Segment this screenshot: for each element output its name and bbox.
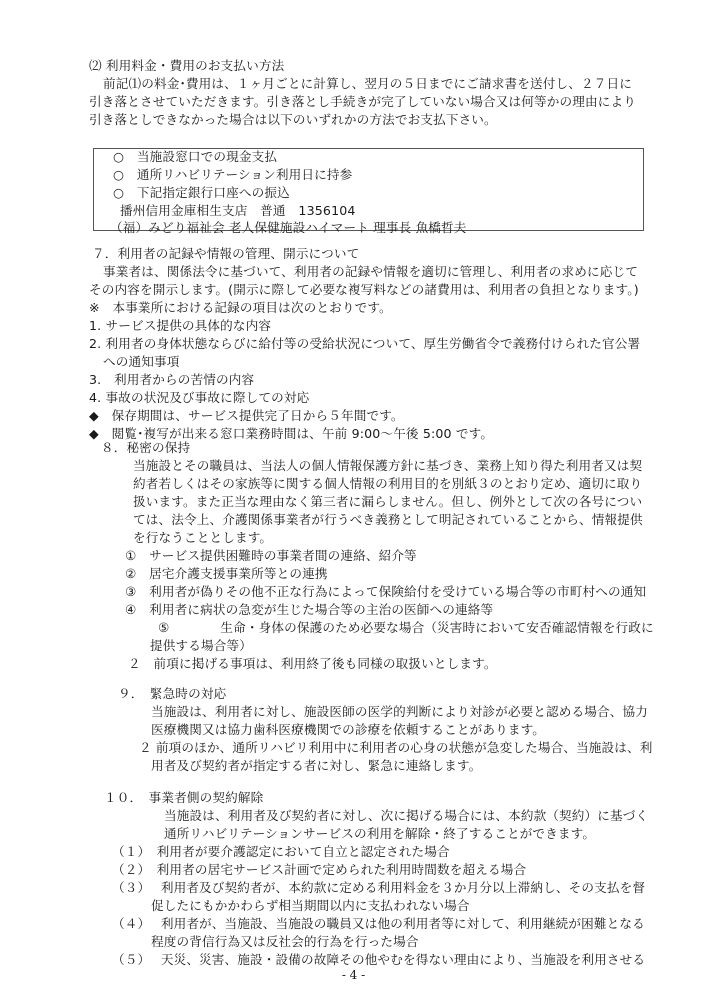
termination-item: （５） 天災、災害、施設・設備の故障その他やむを得ない理由により、当施設を利用させる <box>112 952 646 967</box>
paragraph-line: 引き落としできなかった場合は以下のいずれかの方法でお支払下さい。 <box>89 112 497 127</box>
exception-item: ② 居宅介護支援事業所等との連携 <box>125 566 328 581</box>
exception-item: ① サービス提供困難時の事業者間の連絡、紹介等 <box>125 548 417 563</box>
section-7-title: ７．利用者の記録や情報の管理、開示について <box>92 246 360 261</box>
paragraph-line: 引き落とさせていただきます。引き落とし手続きが完了していない場合又は何等かの理由により <box>89 94 636 109</box>
termination-item: （４） 利用者が、当施設、当施設の職員又は他の利用者等に対して、利用継続が困難となる <box>112 916 645 931</box>
termination-item: （２） 利用者の居宅サービス計画で定められた利用時間数を超える場合 <box>112 862 527 877</box>
bullet-note: ◆ 保存期間は、サービス提供完了日から５年間です。 <box>89 408 404 423</box>
exception-item: ④ 利用者に病状の急変が生じた場合等の主治の医師への連絡等 <box>125 602 494 617</box>
paragraph-line: 約者若しくはその家族等に関する個人情報の利用目的を別紙３のとおり定め、適切に取り <box>133 476 643 491</box>
paragraph-line: ては、法令上、介護関係事業者が行うべき義務として明記されていることから、情報提供 <box>133 512 643 527</box>
section-10-title: １０． 事業者側の契約解除 <box>104 790 264 805</box>
record-item: 2. 利用者の身体状態ならびに給付等の受給状況について、厚生労働省令で義務付けられた官公署 <box>89 336 641 351</box>
section-9-title: ９． 緊急時の対応 <box>118 686 227 701</box>
exception-item: ③ 利用者が偽りその他不正な行為によって保険給付を受けている場合等の市町村への通知 <box>125 584 647 599</box>
paragraph-line: 医療機関又は協力歯科医療機関での診療を依頼することがあります。 <box>151 722 546 737</box>
page-number: - 4 - <box>341 968 366 982</box>
paragraph-line: 通所リハビリテーションサービスの利用を解除・終了することができます。 <box>164 826 596 841</box>
record-item-continued: への通知事項 <box>103 354 180 369</box>
record-item: 1. サービス提供の具体的な内容 <box>89 318 272 333</box>
paragraph-line: 扱います。また正当な理由なく第三者に漏らしません。但し、例外として次の各号につい <box>133 494 643 509</box>
termination-item-continued: 促したにもかかわらず相当期間以内に支払われない場合 <box>151 898 470 913</box>
bank-account-info: 播州信用金庫相生支店 普通 1356104 <box>120 203 356 218</box>
paragraph-line: 前記⑴の料金･費用は、１ヶ月ごとに計算し、翌月の５日までにご請求書を送付し、２７日に <box>103 76 632 91</box>
account-holder-info: （福）みどり福祉会 老人保健施設ハイマート 理事長 魚橋哲夫 <box>110 220 467 235</box>
paragraph-line: ※ 本事業所における記録の項目は次のとおりです。 <box>89 300 392 315</box>
paragraph-line: ２ 前項に掲げる事項は、利用終了後も同様の取扱いとします。 <box>128 656 497 671</box>
paragraph-line: ２ 前項のほか、通所リハビリ利用中に利用者の心身の状態が急変した場合、当施設は、利 <box>139 740 653 755</box>
payment-method-item: ○ 当施設窓口での現金支払 <box>113 149 278 164</box>
paragraph-line: 用者及び契約者が指定する者に対し、緊急に連絡します。 <box>151 758 482 773</box>
payment-method-item: ○ 通所リハビリテーション利用日に持参 <box>113 167 353 182</box>
paragraph-line: 当施設とその職員は、当法人の個人情報保護方針に基づき、業務上知り得た利用者又は契 <box>133 458 643 473</box>
termination-item: （１） 利用者が要介護認定において自立と認定された場合 <box>112 844 450 859</box>
termination-item: （３） 利用者及び契約者が、本約款に定める利用料金を３か月分以上滞納し、その支払を督 <box>112 880 646 895</box>
section-2-title: ⑵ 利用料金・費用のお支払い方法 <box>89 58 285 73</box>
section-8-title: ８．秘密の保持 <box>101 440 191 455</box>
paragraph-line: を行なうこととします。 <box>133 530 273 545</box>
exception-item-continued: 提供する場合等） <box>150 638 252 653</box>
record-item: 3. 利用者からの苦情の内容 <box>89 372 255 387</box>
paragraph-line: 事業者は、関係法令に基づいて、利用者の記録や情報を適切に管理し、利用者の求めに応じて <box>103 264 638 279</box>
paragraph-line: 当施設は、利用者及び契約者に対し、次に掲げる場合には、本約款（契約）に基づく <box>164 808 649 823</box>
paragraph-line: 当施設は、利用者に対し、施設医師の医学的判断により対診が必要と認める場合、協力 <box>151 704 649 719</box>
bullet-note: ◆ 閲覧･複写が出来る窓口業務時間は、午前 9:00～午後 5:00 です。 <box>89 426 494 441</box>
exception-item: ⑤ 生命・身体の保護のため必要な場合（災害時において安否確認情報を行政に <box>158 620 654 635</box>
paragraph-line: その内容を開示します。(開示に際して必要な複写料などの諸費用は、利用者の負担となります。) <box>89 282 639 297</box>
termination-item-continued: 程度の背信行為又は反社会的行為を行った場合 <box>151 934 419 949</box>
payment-method-item: ○ 下記指定銀行口座への振込 <box>113 185 290 200</box>
record-item: 4. 事故の状況及び事故に際しての対応 <box>89 390 310 405</box>
